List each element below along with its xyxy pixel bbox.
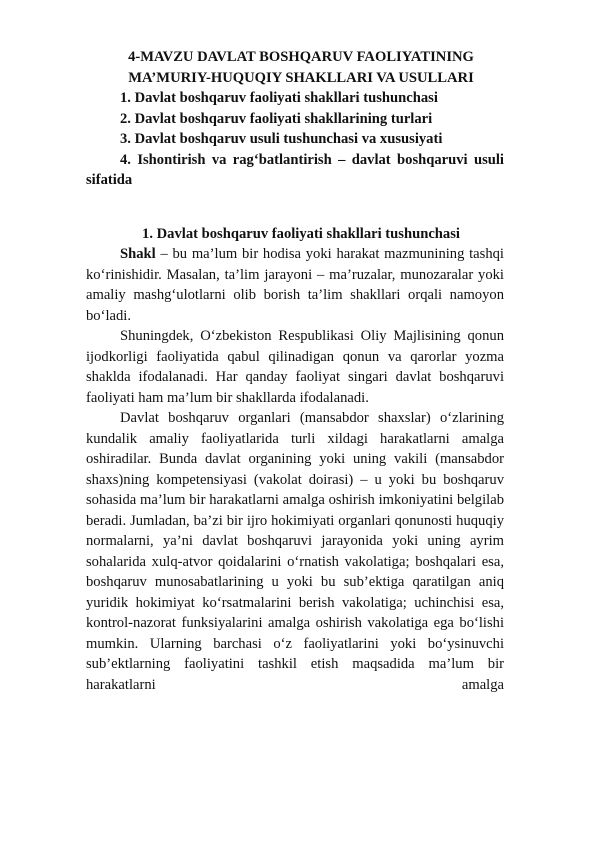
paragraph: Shuningdek, O‘zbekiston Respublikasi Oliy Majlisining qonun ijodkorligi faoliyatida qabul qilinadigan qonun va qarorlar yozma shaklda ifodalanadi. Har qanday faoliyat singari davlat boshqaruvi faoliyati ham ma’lum bir shakllarda ifodalanadi.: [86, 328, 504, 406]
title-line-2: MA’MURIY-HUQUQIY SHAKLLARI VA USULLARI: [128, 69, 474, 86]
document-title: [86, 47, 504, 88]
definition-text: – bu ma’lum bir hodisa yoki harakat mazmunining tashqi ko‘rinishidir. Masalan, ta’lim jarayoni – ma’ruzalar, munozaralar yoki amaliy mashg‘ulotlarni olib borish ta’lim shakllari orqali namoyon bo‘ladi.: [86, 246, 504, 324]
toc-item: 3. Davlat boshqaruv usuli tushunchasi va xususiyati: [120, 131, 443, 147]
table-of-contents: [86, 88, 504, 191]
document-page: [86, 47, 504, 695]
toc-item: 2. Davlat boshqaruv faoliyati shakllarining turlari: [120, 110, 433, 127]
title-line-1: 4-MAVZU DAVLAT BOSHQARUV FAOLIYATINING: [128, 49, 474, 65]
defined-term: Shakl: [120, 246, 156, 262]
paragraph-definition: [86, 244, 504, 326]
toc-item: 1. Davlat boshqaruv faoliyati shakllari tushunchasi: [120, 90, 438, 106]
section-heading: 1. Davlat boshqaruv faoliyati shakllari tushunchasi: [142, 225, 460, 242]
toc-item: 4. Ishontirish va rag‘batlantirish – davlat boshqaruvi usuli sifatida: [86, 151, 504, 188]
paragraph: Davlat boshqaruv organlari (mansabdor shaxslar) o‘zlarining kundalik amaliy faoliyatlarida turli xildagi harakatlarni amalga oshiradilar. Bunda davlat organining yoki uning vakili (mansabdor shaxs)ning kompetensiyasi (vakolat doirasi) – u yoki bu boshqaruv sohasida ma’lum bir harakatlarni amalga oshirish imkoniyatini belgilab beradi. Jumladan, ba’zi bir ijro hokimiyati organlari qonunosti huquqiy normalarni, ya’ni davlat boshqaruvi jarayonida yoki uning ayrim sohalarida xulq-atvor qoidalarini o‘rnatish vakolatiga; boshqalari esa, boshqaruv munosabatlarining u yoki bu sub’ektiga qaratilgan aniq yuridik hokimiyat ko‘rsatmalarini berish vakolatiga; uchinchisi esa, kontrol-nazorat funksiyalarini amalga oshirish vakolatiga ega bo‘lishi mumkin. Ularning barchasi o‘z faoliyatlarini yoki bo‘ysinuvchi sub’ektlarning faoliyatini tashkil etish maqsadida ma’lum bir harakatlarni amalga: [86, 410, 504, 693]
